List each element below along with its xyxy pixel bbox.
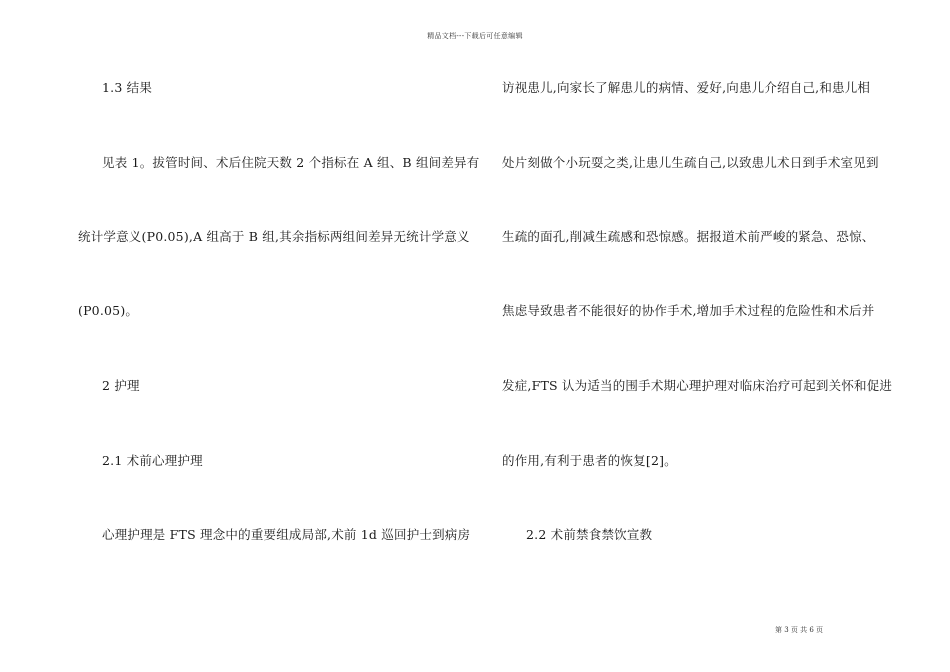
paragraph-line: 见表 1。拔管时间、术后住院天数 2 个指标在 A 组、B 组间差异有	[102, 155, 480, 170]
paragraph-line: 访视患儿,向家长了解患儿的病情、爱好,向患儿介绍自己,和患儿相	[502, 80, 871, 95]
subsection-heading: 2.2 术前禁食禁饮宣教	[526, 527, 653, 542]
paragraph-line: 焦虑导致患者不能很好的协作手术,增加手术过程的危险性和术后并	[502, 303, 875, 318]
page-number: 第 3 页 共 6 页	[775, 626, 824, 634]
paragraph-line: 心理护理是 FTS 理念中的重要组成局部,术前 1d 巡回护士到病房	[102, 527, 471, 542]
paragraph-line: (P0.05)。	[78, 303, 139, 318]
page-header: 精品文档---下载后可任意编辑	[427, 32, 523, 40]
paragraph-line: 发症,FTS 认为适当的围手术期心理护理对临床治疗可起到关怀和促进	[502, 378, 893, 393]
paragraph-line: 统计学意义(P0.05),A 组高于 B 组,其余指标两组间差异无统计学意义	[78, 229, 470, 244]
paragraph-line: 的作用,有利于患者的恢复[2]。	[502, 453, 677, 468]
subsection-heading: 2.1 术前心理护理	[102, 453, 203, 468]
section-heading: 2 护理	[102, 378, 140, 393]
paragraph-line: 处片刻做个小玩耍之类,让患儿生疏自己,以致患儿术日到手术室见到	[502, 155, 879, 170]
paragraph-line: 1.3 结果	[102, 80, 153, 95]
paragraph-line: 生疏的面孔,削减生疏感和恐惊感。据报道术前严峻的紧急、恐惊、	[502, 229, 875, 244]
